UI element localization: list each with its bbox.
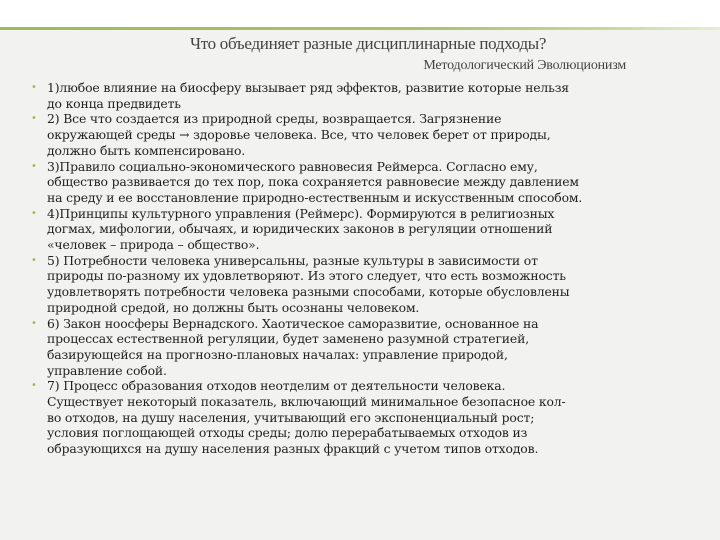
bullet-icon: •	[31, 160, 37, 172]
bullet-icon: •	[31, 254, 37, 266]
list-item-line: до конца предвидеть	[47, 95, 181, 111]
list-item-line: природной средой, но должны быть осознаны человеком.	[47, 299, 420, 315]
list-item-line: 5) Потребности человека универсальны, разные культуры в зависимости от	[47, 252, 538, 268]
slide-top-band	[0, 0, 720, 27]
list-item-line: процессах естественной регуляции, будет заменено разумной стратегией,	[47, 331, 529, 347]
list-item	[31, 80, 691, 111]
slide-subtitle: Методологический Эволюционизм	[423, 58, 626, 73]
list-item-line: удовлетворять потребности человека разными способами, которые обусловлены	[47, 284, 570, 300]
slide-title: Что объединяет разные дисциплинарные подходы?	[190, 34, 547, 53]
list-item-line: окружающей среды → здоровье человека. Все, что человек берет от природы,	[47, 127, 551, 143]
bullet-icon: •	[31, 380, 37, 392]
list-item-line: условия поглощающей отходы среды; долю перерабатываемых отходов из	[47, 425, 528, 441]
list-item-line: управление собой.	[47, 362, 167, 378]
list-item-line: образующихся на душу населения разных фракций с учетом типов отходов.	[47, 441, 539, 457]
list-item	[31, 111, 691, 158]
list-item	[31, 378, 691, 457]
bullet-icon: •	[31, 82, 37, 93]
list-item-line: «человек – природа – общество».	[47, 237, 260, 253]
list-item-line: природы по-разному их удовлетворяют. Из этого следует, что есть возможность	[47, 268, 566, 284]
bullet-icon: •	[31, 207, 37, 219]
list-item	[31, 316, 691, 379]
list-item-line: Существует некоторый показатель, включающий минимальное безопасное кол-	[47, 394, 566, 410]
list-item	[31, 206, 691, 253]
list-item-line: 7) Процесс образования отходов неотделим от деятельности человека.	[47, 378, 506, 394]
list-item-line: 3)Правило социально-экономического равновесия Реймерса. Согласно ему,	[47, 158, 538, 174]
list-item-line: на среду и ее восстановление природно-естественным и искусственным способом.	[47, 189, 583, 205]
list-item-line: 2) Все что создается из природной среды, возвращается. Загрязнение	[47, 111, 502, 127]
bullet-list	[31, 80, 691, 457]
list-item-line: должно быть компенсировано.	[47, 142, 246, 158]
list-item-line: общество развивается до тех пор, пока сохраняется равновесие между давлением	[47, 174, 579, 190]
list-item-line: догмах, мифологии, обычаях, и юридических законов в регуляции отношений	[47, 221, 553, 237]
bullet-icon: •	[31, 113, 37, 125]
list-item	[31, 253, 691, 316]
list-item-line: во отходов, на душу населения, учитывающий его экспоненциальный рост;	[47, 409, 535, 425]
accent-rule	[0, 27, 720, 30]
list-item-line: 6) Закон ноосферы Вернадского. Хаотическое саморазвитие, основанное на	[47, 315, 539, 331]
list-item-line: базирующейся на прогнозно-плановых началах: управление природой,	[47, 346, 508, 362]
list-item	[31, 159, 691, 206]
list-item-line: 4)Принципы культурного управления (Реймерс). Формируются в религиозных	[47, 205, 555, 221]
bullet-icon: •	[31, 317, 37, 329]
list-item-line: 1)любое влияние на биосферу вызывает ряд эффектов, развитие которые нельзя	[47, 80, 569, 95]
